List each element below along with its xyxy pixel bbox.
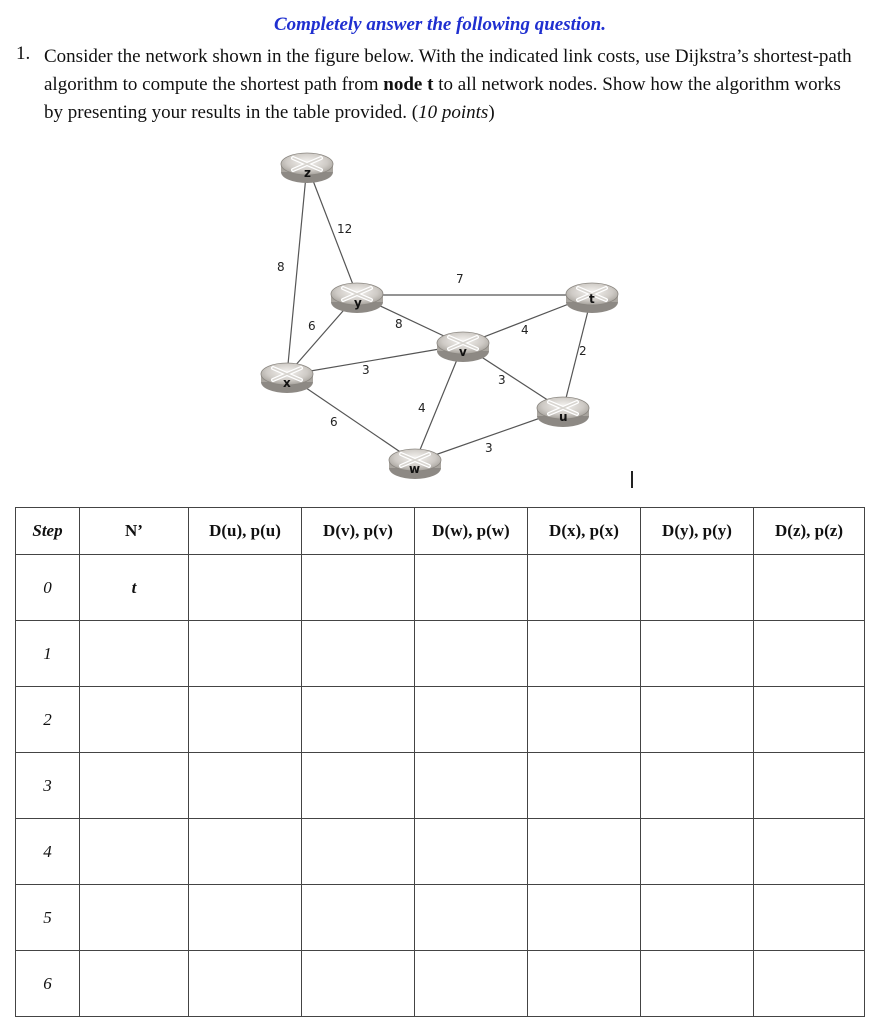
- cost-z-x: 8: [277, 260, 285, 274]
- step-cell: 5: [16, 885, 80, 951]
- answer-cell[interactable]: [189, 819, 302, 885]
- cost-t-v: 4: [521, 323, 529, 337]
- cost-y-x: 6: [308, 319, 316, 333]
- table-header-row: [16, 508, 865, 555]
- router-u-icon: [537, 397, 589, 427]
- header-dy: D(y), p(y): [641, 508, 754, 555]
- cost-x-w: 6: [330, 415, 338, 429]
- router-x-icon: [261, 363, 313, 393]
- cost-z-y: 12: [337, 222, 353, 236]
- answer-cell[interactable]: [415, 753, 528, 819]
- answer-cell[interactable]: [528, 555, 641, 621]
- answer-cell[interactable]: [302, 555, 415, 621]
- answer-cell[interactable]: [528, 687, 641, 753]
- cost-u-w: 3: [485, 441, 493, 455]
- answer-cell[interactable]: [302, 951, 415, 1017]
- answer-cell[interactable]: [754, 819, 865, 885]
- table-row: [16, 621, 865, 687]
- answer-cell[interactable]: [754, 555, 865, 621]
- header-du: D(u), p(u): [189, 508, 302, 555]
- instruction-heading: Completely answer the following question.: [274, 14, 606, 35]
- text-cursor: [631, 471, 633, 488]
- cost-y-v: 8: [395, 317, 403, 331]
- table-row: [16, 951, 865, 1017]
- cost-x-v: 3: [362, 363, 370, 377]
- answer-cell[interactable]: [302, 819, 415, 885]
- n-prime-cell[interactable]: [80, 951, 189, 1017]
- network-diagram: [0, 140, 880, 485]
- node-label-w: w: [409, 462, 421, 476]
- answer-cell[interactable]: [189, 951, 302, 1017]
- n-prime-cell[interactable]: [80, 885, 189, 951]
- answer-cell[interactable]: [754, 753, 865, 819]
- table-row: [16, 687, 865, 753]
- answer-cell[interactable]: [528, 621, 641, 687]
- header-n-prime: N’: [80, 508, 189, 555]
- table-row: [16, 555, 865, 621]
- question-points: 10 points: [418, 102, 489, 123]
- header-dz: D(z), p(z): [754, 508, 865, 555]
- answer-cell[interactable]: [189, 687, 302, 753]
- answer-cell[interactable]: [641, 819, 754, 885]
- answer-cell[interactable]: [302, 885, 415, 951]
- router-w-icon: [389, 449, 441, 479]
- n-prime-cell[interactable]: [80, 687, 189, 753]
- question-text-a: Consider the network shown in the figure below. With the indicated link costs, use Dijkstra’s shortest-path algorithm to compute the shortest path from: [44, 46, 852, 95]
- answer-cell[interactable]: [641, 621, 754, 687]
- question-text: [44, 43, 859, 127]
- answer-cell[interactable]: [302, 621, 415, 687]
- header-dx: D(x), p(x): [528, 508, 641, 555]
- answer-cell[interactable]: [302, 753, 415, 819]
- step-cell: 4: [16, 819, 80, 885]
- answer-cell[interactable]: [189, 555, 302, 621]
- answer-cell[interactable]: [754, 951, 865, 1017]
- router-t-icon: [566, 283, 618, 313]
- answer-cell[interactable]: [415, 555, 528, 621]
- node-label-z: z: [304, 166, 311, 180]
- answer-cell[interactable]: [641, 885, 754, 951]
- step-cell: 2: [16, 687, 80, 753]
- n-prime-cell[interactable]: [80, 753, 189, 819]
- node-label-t: t: [589, 292, 595, 306]
- question-node-t: node t: [383, 74, 434, 95]
- answer-cell[interactable]: [189, 885, 302, 951]
- answer-cell[interactable]: [641, 951, 754, 1017]
- n-prime-cell[interactable]: [80, 819, 189, 885]
- cost-t-u: 2: [579, 344, 587, 358]
- answer-cell[interactable]: [528, 885, 641, 951]
- answer-cell[interactable]: [641, 555, 754, 621]
- answer-cell[interactable]: [641, 753, 754, 819]
- n-prime-cell[interactable]: [80, 621, 189, 687]
- table-row: [16, 753, 865, 819]
- cost-v-w: 4: [418, 401, 426, 415]
- router-y-icon: [331, 283, 383, 313]
- answer-cell[interactable]: [189, 753, 302, 819]
- router-z-icon: [281, 153, 333, 183]
- answer-cell[interactable]: [415, 621, 528, 687]
- node-label-v: v: [459, 345, 467, 359]
- step-cell: 0: [16, 555, 80, 621]
- cost-v-u: 3: [498, 373, 506, 387]
- answer-cell[interactable]: [754, 687, 865, 753]
- answer-cell[interactable]: [302, 687, 415, 753]
- node-label-u: u: [559, 410, 568, 424]
- link-z-x: [287, 165, 307, 375]
- answer-cell[interactable]: [528, 951, 641, 1017]
- answer-cell[interactable]: [754, 885, 865, 951]
- answer-cell[interactable]: [415, 885, 528, 951]
- answer-cell[interactable]: [415, 951, 528, 1017]
- answer-cell[interactable]: [528, 819, 641, 885]
- dijkstra-table: [15, 507, 865, 1017]
- answer-cell[interactable]: [415, 687, 528, 753]
- header-dw: D(w), p(w): [415, 508, 528, 555]
- n-prime-cell: t: [80, 555, 189, 621]
- step-cell: 3: [16, 753, 80, 819]
- answer-cell[interactable]: [189, 621, 302, 687]
- table-row: [16, 819, 865, 885]
- node-label-y: y: [354, 296, 362, 310]
- step-cell: 6: [16, 951, 80, 1017]
- header-dv: D(v), p(v): [302, 508, 415, 555]
- table-row: [16, 885, 865, 951]
- question-number: 1.: [16, 43, 31, 64]
- header-step: Step: [16, 508, 80, 555]
- cost-y-t: 7: [456, 272, 464, 286]
- answer-cell[interactable]: [641, 687, 754, 753]
- answer-cell[interactable]: [754, 621, 865, 687]
- answer-cell[interactable]: [528, 753, 641, 819]
- link-x-v: [287, 345, 463, 375]
- node-label-x: x: [283, 376, 291, 390]
- answer-cell[interactable]: [415, 819, 528, 885]
- question-text-c: ): [488, 102, 495, 123]
- router-v-icon: [437, 332, 489, 362]
- step-cell: 1: [16, 621, 80, 687]
- question-text-b: to all network nodes. Show how the algorithm works by presenting your results in the table provided. (: [44, 74, 841, 123]
